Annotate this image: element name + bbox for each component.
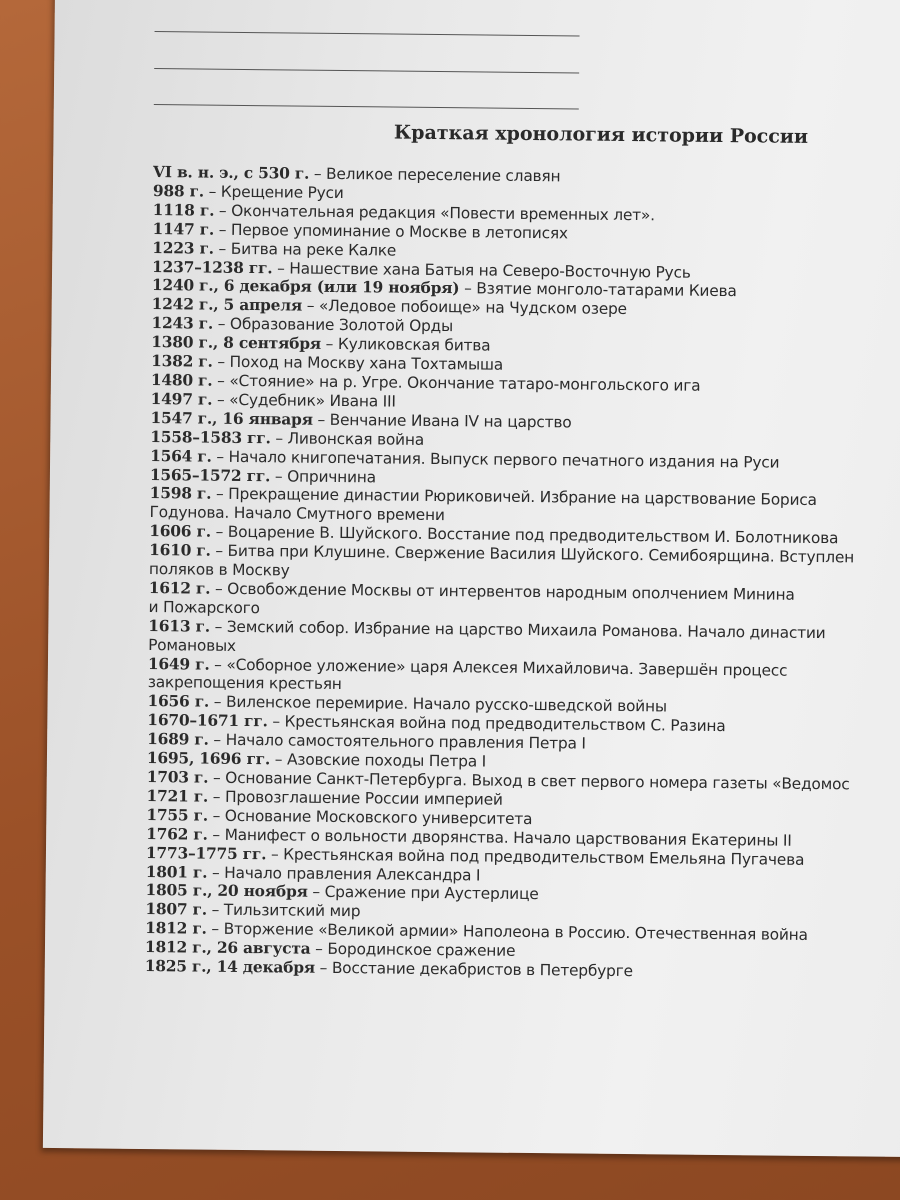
entry-date: 1656 г. [147, 692, 210, 712]
entry-date: 1565–1572 гг. [149, 465, 271, 485]
entry-date: 1610 г. [149, 541, 211, 560]
entry-text: – Нашествие хана Батыя на Северо-Восточную Русь [272, 258, 691, 282]
entry-date: 1606 г. [149, 522, 212, 541]
entry-date: 1223 г. [152, 238, 214, 258]
entry-text: – Прекращение династии Рюриковичей. Избрание на царствование Бориса [211, 485, 817, 510]
entry-date: 1237–1238 гг. [152, 257, 273, 277]
entry-text: – Крестьянская война под предводительством Емельяна Пугачева [266, 844, 805, 869]
entry-text: – Битва на реке Калке [213, 239, 397, 260]
entry-text: – Азовские походы Петра I [270, 750, 487, 771]
entry-text: – Земский собор. Избрание на царство Михаила Романова. Начало династии [209, 617, 826, 642]
entry-text-continuation: Годунова. Начало Смутного времени [149, 503, 445, 525]
entry-date: 1243 г. [151, 314, 214, 333]
entry-date: 1695, 1696 гг. [146, 749, 271, 769]
chronology-list [145, 163, 900, 985]
entry-text: – Венчание Ивана IV на царство [312, 410, 572, 432]
entry-date: 1480 г. [150, 370, 213, 390]
entry-date: 1762 г. [146, 824, 208, 844]
entry-date: 1240 г., 6 декабря (или 19 ноября) [151, 276, 460, 298]
entry-date: 1380 г., 8 сентября [151, 333, 322, 353]
entry-text: – Манифест о вольности дворянства. Начало царствования Екатерины II [207, 825, 792, 850]
entry-text: – Освобождение Москвы от интервентов народным ополчением Минина [210, 579, 795, 604]
entry-text: – Первое упоминание о Москве в летописях [214, 220, 568, 243]
entry-text: – «Ледовое побоище» на Чудском озере [302, 296, 627, 319]
entry-date: 1382 г. [151, 352, 213, 371]
entry-date: 1721 г. [146, 786, 209, 806]
entry-text-continuation: поляков в Москву [148, 560, 290, 580]
entry-date: 1812 г. [145, 919, 207, 938]
entry-text-continuation: Романовых [148, 635, 236, 655]
entry-text: – Виленское перемирие. Начало русско-шведской войны [209, 693, 667, 716]
entry-date: 1755 г. [146, 805, 209, 825]
entry-text: – Опричнина [270, 466, 377, 486]
entry-text: – «Судебник» Ивана III [212, 390, 396, 411]
entry-date: 1670–1671 гг. [147, 711, 268, 731]
entry-date: 1242 г., 5 апреля [151, 295, 303, 315]
entry-date: 1649 г. [147, 654, 210, 674]
entry-date: 1807 г. [145, 900, 208, 919]
entry-text: – Великое переселение славян [309, 164, 561, 186]
blank-writing-line [155, 31, 580, 36]
entry-text: – Вторжение «Великой армии» Наполеона в Россию. Отечественная война [206, 919, 808, 945]
entry-date: 1564 г. [150, 446, 212, 466]
entry-text: – Провозглашение России империей [208, 787, 503, 809]
entry-date: 1703 г. [146, 768, 209, 787]
entry-date: 1558–1583 гг. [150, 427, 271, 447]
entry-text: – Сражение при Аустерлице [307, 883, 539, 904]
entry-date: 1613 г. [148, 616, 211, 636]
entry-date: VI в. н. э., с 530 г. [153, 163, 310, 183]
blank-writing-line [154, 68, 579, 73]
entry-text: – Основание Московского университета [207, 806, 533, 828]
entry-text: – «Соборное уложение» царя Алексея Михайловича. Завершён процесс [209, 655, 788, 680]
entry-date: 1805 г., 20 ноября [145, 881, 308, 902]
entry-text: – Взятие монголо-татарами Киева [459, 279, 737, 301]
entry-text: – Начало правления Александра I [207, 863, 481, 885]
entry-text: – Окончательная редакция «Повести временных лет». [214, 201, 656, 225]
entry-text-continuation: и Пожарского [148, 597, 260, 618]
entry-text: – Воцарение В. Шуйского. Восстание под предводительством И. Болотникова [210, 522, 839, 548]
entry-date: 1147 г. [152, 219, 215, 239]
entry-text: – Куликовская битва [320, 334, 491, 355]
entry-date: 1773–1775 гг. [145, 843, 267, 863]
entry-date: 1547 г., 16 января [150, 408, 313, 429]
entry-date: 1689 г. [147, 730, 209, 749]
entry-text: – Бородинское сражение [310, 939, 516, 961]
entry-text-continuation: закрепощения крестьян [147, 673, 342, 694]
blank-writing-line [154, 104, 579, 109]
page-title: Краткая хронология истории России [393, 121, 809, 148]
entry-text: – Поход на Москву хана Тохтамыша [212, 352, 504, 374]
entry-date: 1801 г. [145, 862, 208, 882]
entry-text: – Начало самостоятельного правления Петра I [208, 730, 586, 753]
entry-date: 988 г. [152, 181, 205, 201]
entry-date: 1825 г., 14 декабря [144, 957, 316, 977]
entry-date: 1812 г., 26 августа [144, 938, 311, 958]
paper-sheet [43, 0, 900, 1157]
entry-text: – Крещение Руси [203, 182, 344, 202]
entry-text: – Битва при Клушине. Свержение Василия Шуйского. Семибоярщина. Вступлен [210, 541, 855, 567]
entry-date: 1118 г. [152, 200, 215, 220]
entry-text: – Образование Золотой Орды [213, 314, 454, 336]
entry-text: – Основание Санкт-Петербурга. Выход в свет первого номера газеты «Ведомос [208, 768, 850, 794]
entry-date: 1497 г. [150, 389, 213, 409]
entry-text: – Крестьянская война под предводительством С. Разина [267, 712, 726, 736]
entry-text: – «Стояние» на р. Угре. Окончание татаро-монгольского ига [212, 371, 701, 395]
entry-date: 1598 г. [149, 484, 212, 504]
entry-text: – Ливонская война [270, 428, 425, 449]
entry-text: – Начало книгопечатания. Выпуск первого печатного издания на Руси [211, 447, 780, 472]
entry-date: 1612 г. [148, 578, 211, 598]
entry-text: – Тильзитский мир [206, 900, 361, 921]
entry-text: – Восстание декабристов в Петербурге [314, 958, 633, 981]
